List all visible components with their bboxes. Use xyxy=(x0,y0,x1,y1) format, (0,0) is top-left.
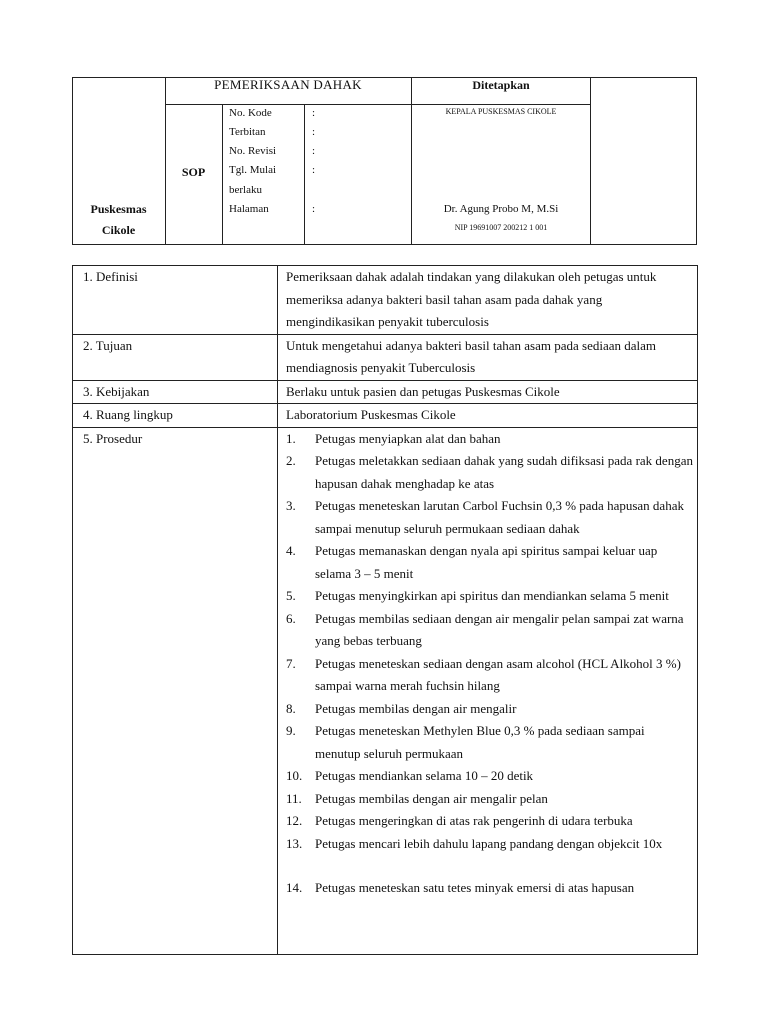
document-title: PEMERIKSAAN DAHAK xyxy=(214,77,362,92)
signer-nip: NIP 19691007 200212 1 001 xyxy=(454,223,548,232)
table-row xyxy=(73,404,698,428)
prosedur-steps xyxy=(286,428,693,900)
step-text: Petugas menyiapkan alat dan bahan xyxy=(315,430,501,446)
section-label: 3. Kebijakan xyxy=(73,380,278,404)
step-text: Petugas mencari lebih dahulu lapang pandang dengan objekcit 10x xyxy=(315,835,663,851)
field-terbitan-value: : xyxy=(312,126,316,138)
step-number: 2. xyxy=(286,453,296,468)
section-label: 5. Prosedur xyxy=(73,427,278,954)
step-text: Petugas mendiankan selama 10 – 20 detik xyxy=(315,768,534,783)
step-number: 6. xyxy=(286,610,296,626)
section-text: Laboratorium Puskesmas Cikole xyxy=(278,404,698,428)
header-divider xyxy=(165,104,591,105)
step-text: Petugas menyingkirkan api spiritus dan mendiankan selama 5 menit xyxy=(315,588,669,603)
field-kode-label: No. Kode xyxy=(229,107,272,119)
step-number: 3. xyxy=(286,498,296,513)
field-terbitan-label: Terbitan xyxy=(229,126,266,138)
list-item xyxy=(286,540,693,585)
step-number: 10. xyxy=(286,768,303,783)
list-item xyxy=(286,810,693,833)
step-text: Petugas meneteskan satu tetes minyak emersi di atas hapusan xyxy=(315,880,635,895)
list-item xyxy=(286,720,693,765)
header-divider xyxy=(411,77,412,245)
sop-header xyxy=(72,77,697,245)
signer-name: Dr. Agung Probo M, M.Si xyxy=(443,203,559,215)
step-text: Petugas meneteskan sediaan dengan asam alcohol (HCL Alkohol 3 %) sampai warna merah fuchsin hilang xyxy=(315,655,681,693)
step-number: 9. xyxy=(286,723,296,738)
puskesmas-label: Puskesmas xyxy=(90,202,147,216)
field-halaman-value: : xyxy=(312,203,316,215)
step-number: 13. xyxy=(286,835,303,851)
table-row xyxy=(73,380,698,404)
step-number: 4. xyxy=(286,543,296,558)
field-kode-value: : xyxy=(312,107,316,119)
table-row xyxy=(73,334,698,380)
list-item xyxy=(286,495,693,540)
step-text: Petugas mengeringkan di atas rak pengerinh di udara terbuka xyxy=(315,813,633,828)
list-item xyxy=(286,450,693,495)
section-label: 4. Ruang lingkup xyxy=(73,404,278,428)
header-divider xyxy=(304,105,305,245)
step-text: Petugas meneteskan larutan Carbol Fuchsin 0,3 % pada hapusan dahak sampai menutup seluruh permukaan sediaan dahak xyxy=(315,498,684,536)
ditetapkan-label: Ditetapkan xyxy=(472,78,530,92)
header-divider xyxy=(222,105,223,245)
step-number: 11. xyxy=(286,790,302,806)
step-number: 14. xyxy=(286,880,303,895)
step-text: Petugas meneteskan Methylen Blue 0,3 % pada sediaan sampai menutup seluruh permukaan xyxy=(315,723,645,761)
step-text: Petugas membilas dengan air mengalir pelan xyxy=(315,790,548,806)
step-number: 7. xyxy=(286,655,296,671)
list-item xyxy=(286,833,693,856)
step-number: 1. xyxy=(286,430,296,446)
list-item xyxy=(286,698,693,721)
prosedur-steps-cell xyxy=(278,427,698,954)
field-revisi-label: No. Revisi xyxy=(229,145,277,157)
section-label: 1. Definisi xyxy=(73,266,278,335)
sop-content-table xyxy=(72,265,698,955)
field-tgl-label: Tgl. Mulai xyxy=(229,164,277,176)
field-revisi-value: : xyxy=(312,145,316,157)
list-item xyxy=(286,653,693,698)
field-tgl-value: : xyxy=(312,164,316,176)
step-text: Petugas membilas sediaan dengan air mengalir pelan sampai zat warna yang bebas terbuang xyxy=(315,610,684,648)
header-border-right xyxy=(696,77,697,245)
sop-label: SOP xyxy=(181,165,206,179)
list-item xyxy=(286,428,693,451)
section-label: 2. Tujuan xyxy=(73,334,278,380)
field-halaman-label: Halaman xyxy=(229,203,269,215)
field-berlaku-label: berlaku xyxy=(229,184,262,196)
table-row xyxy=(73,427,698,954)
kepala-label: KEPALA PUSKESMAS CIKOLE xyxy=(445,107,557,116)
header-divider xyxy=(165,77,166,245)
step-number: 12. xyxy=(286,813,303,828)
section-text: Untuk mengetahui adanya bakteri basil tahan asam pada sediaan dalam mendiagnosis penyakit Tuberculosis xyxy=(278,334,698,380)
list-item xyxy=(286,585,693,608)
step-number: 8. xyxy=(286,700,296,716)
puskesmas-name: Cikole xyxy=(101,223,136,237)
step-number: 5. xyxy=(286,588,296,603)
step-text: Petugas membilas dengan air mengalir xyxy=(315,700,517,716)
header-border-left xyxy=(72,77,73,245)
table-row xyxy=(73,266,698,335)
list-item xyxy=(286,788,693,811)
list-item xyxy=(286,765,693,788)
section-text: Pemeriksaan dahak adalah tindakan yang dilakukan oleh petugas untuk memeriksa adanya bakteri basil tahan asam pada dahak yang mengindikasikan penyakit tuberculosis xyxy=(278,266,698,335)
list-item xyxy=(286,608,693,653)
list-item xyxy=(286,877,693,900)
section-text: Berlaku untuk pasien dan petugas Puskesmas Cikole xyxy=(278,380,698,404)
step-text: Petugas memanaskan dengan nyala api spiritus sampai keluar uap selama 3 – 5 menit xyxy=(315,543,658,581)
step-text: Petugas meletakkan sediaan dahak yang sudah difiksasi pada rak dengan hapusan dahak menghadap ke atas xyxy=(315,453,693,491)
header-divider xyxy=(590,77,591,245)
